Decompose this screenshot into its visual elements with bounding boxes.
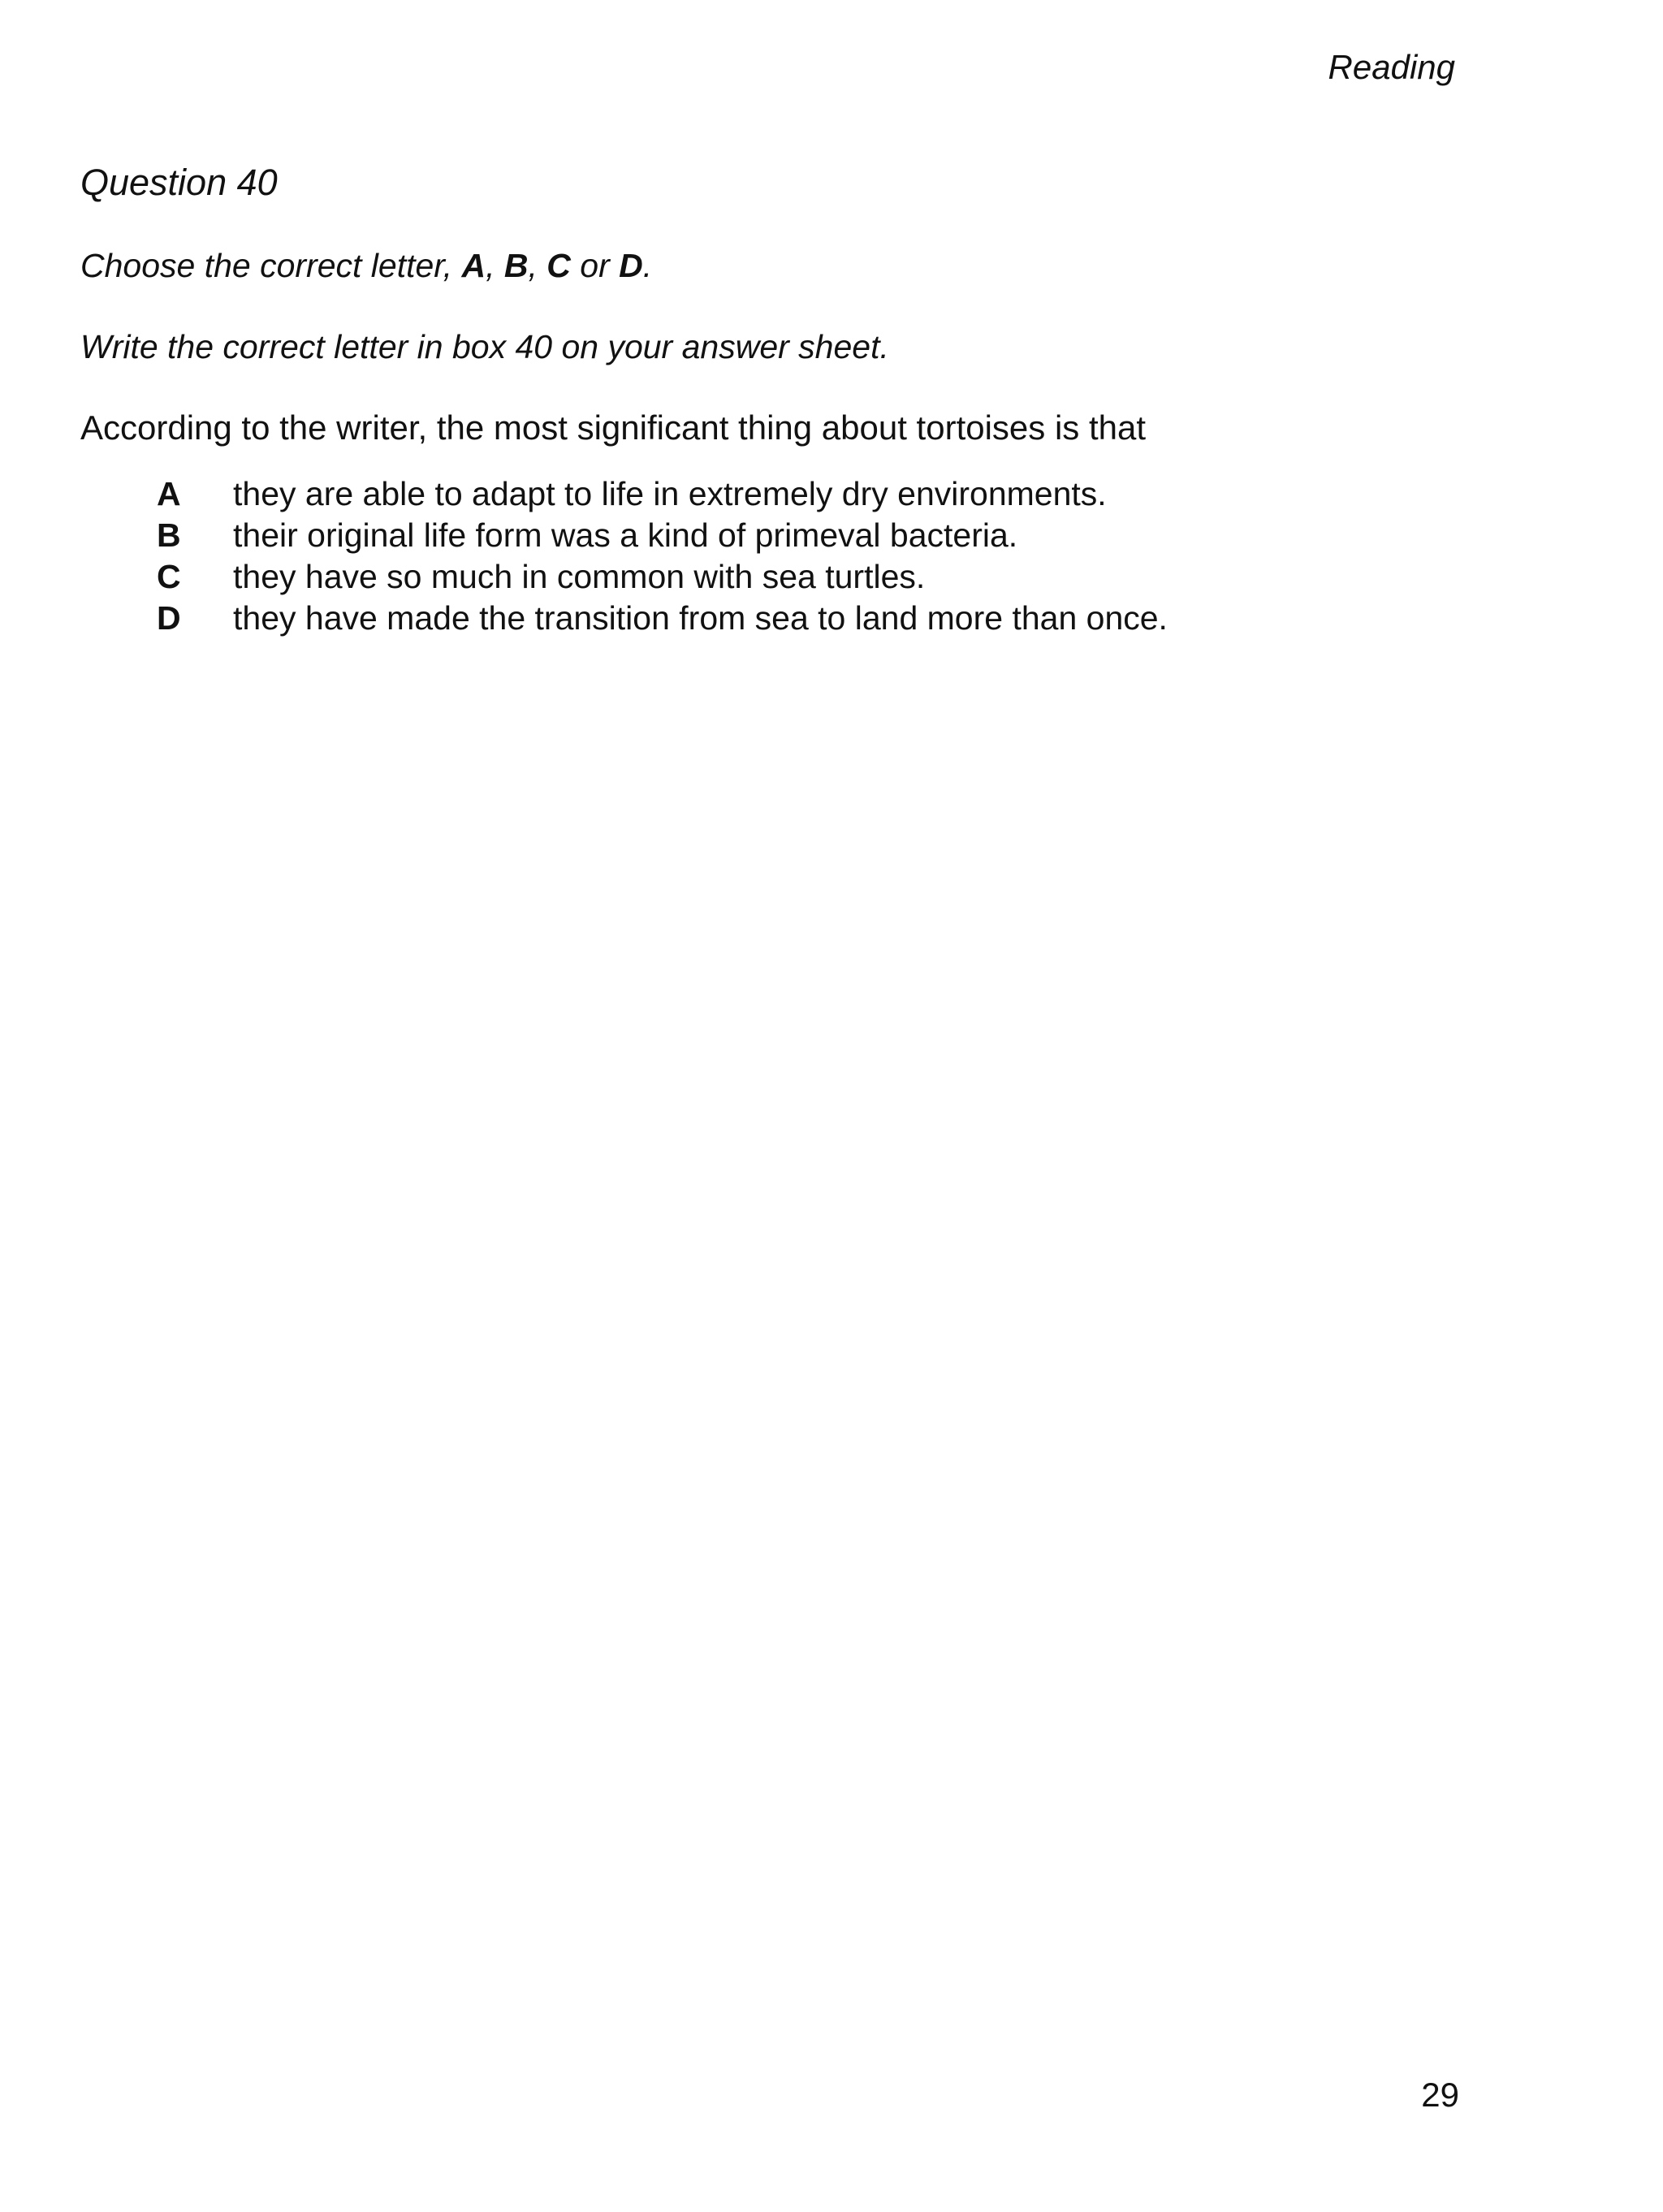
page-number: 29	[1421, 2076, 1459, 2114]
option-text: they are able to adapt to life in extremely dry environments.	[233, 475, 1107, 512]
option-text: they have so much in common with sea turtles.	[233, 558, 926, 595]
letter-b-emphasis: B	[503, 247, 529, 284]
instruction-choose-letter	[80, 245, 652, 286]
question-stem: According to the writer, the most significant thing about tortoises is that	[80, 408, 1147, 447]
option-c	[157, 556, 1168, 598]
option-text: their original life form was a kind of primeval bacteria.	[233, 516, 1018, 554]
option-a	[157, 473, 1168, 515]
option-letter: A	[157, 475, 181, 512]
option-letter: C	[157, 558, 181, 595]
option-text: they have made the transition from sea to land more than once.	[233, 599, 1168, 637]
instruction-or: or	[570, 247, 620, 284]
letter-d-emphasis: D	[619, 247, 643, 284]
option-b	[157, 515, 1168, 556]
letter-a-emphasis: A	[461, 247, 486, 284]
instruction-answer-box: Write the correct letter in box 40 on your answer sheet.	[80, 328, 889, 365]
instruction-end: .	[642, 247, 653, 284]
section-label: Reading	[1328, 48, 1455, 86]
instruction-text: Choose the correct letter,	[80, 247, 462, 284]
question-title: Question 40	[80, 162, 278, 203]
answer-options	[157, 473, 1168, 639]
instruction-separator: ,	[486, 247, 504, 284]
option-d	[157, 598, 1168, 639]
option-letter: B	[157, 516, 181, 554]
option-letter: D	[157, 599, 181, 637]
letter-c-emphasis: C	[546, 247, 571, 284]
instruction-separator: ,	[528, 247, 547, 284]
